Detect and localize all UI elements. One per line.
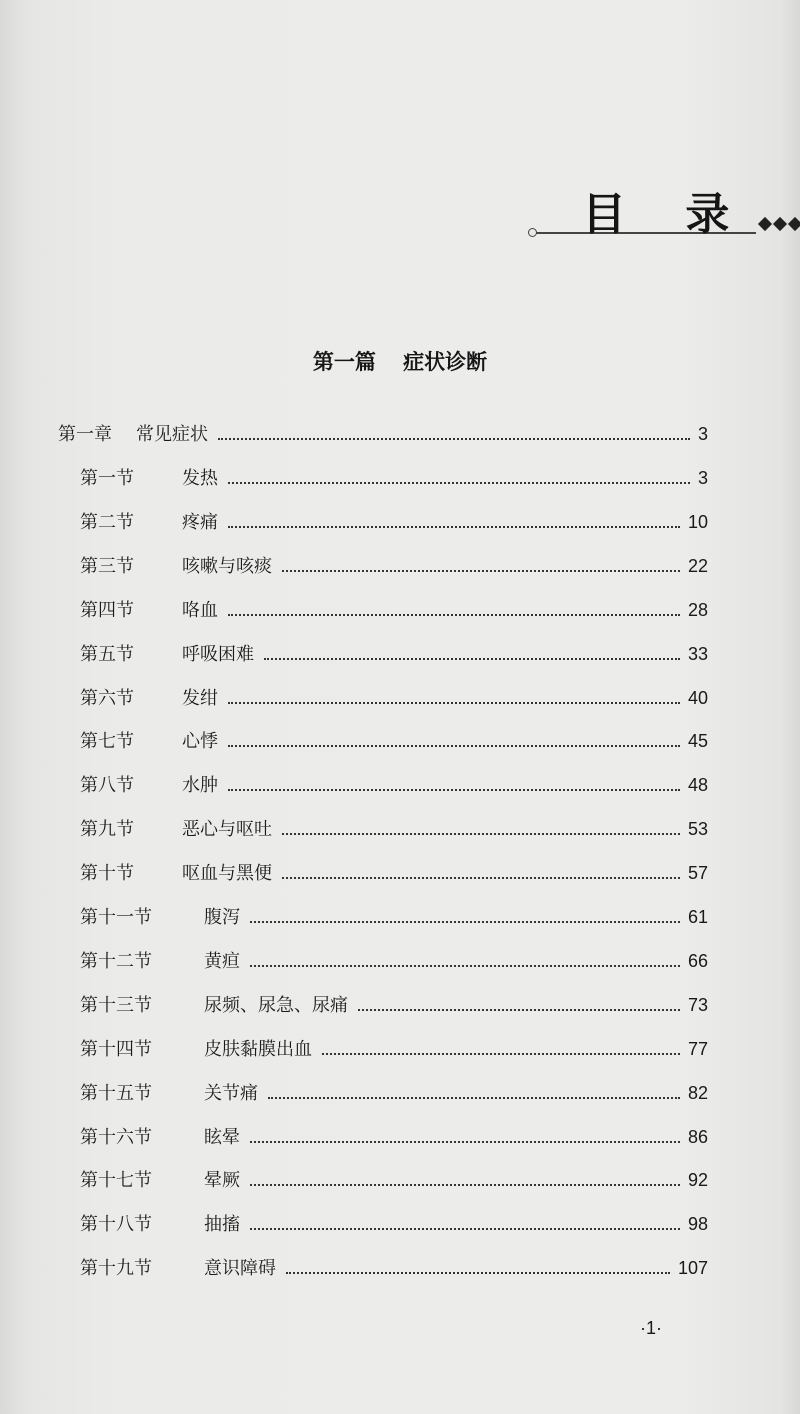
- section-name: 关节痛: [204, 1083, 258, 1104]
- section-name: 眩晕: [204, 1127, 240, 1148]
- section-number: 第七节: [80, 731, 134, 752]
- dot-leader: [228, 701, 680, 704]
- toc-section-entry[interactable]: [80, 552, 708, 582]
- dot-leader: [282, 876, 680, 879]
- toc-section-entry[interactable]: [80, 1166, 708, 1196]
- dot-leader: [218, 437, 690, 440]
- chapter-name: 常见症状: [136, 424, 208, 445]
- section-page: 45: [687, 731, 708, 751]
- section-name: 黄疸: [204, 951, 240, 972]
- section-name: 抽搐: [204, 1214, 240, 1235]
- page-number: ·1·: [640, 1318, 662, 1338]
- section-name: 咯血: [182, 600, 218, 621]
- section-name: 水肿: [182, 775, 218, 796]
- section-page: 48: [687, 775, 708, 795]
- part-number: 第一篇: [312, 350, 376, 374]
- section-number: 第十九节: [80, 1258, 152, 1279]
- section-number: 第三节: [80, 556, 134, 577]
- page-title: 目 录: [582, 189, 752, 240]
- toc-chapter-entry[interactable]: [58, 420, 708, 450]
- dot-leader: [228, 481, 690, 484]
- section-name: 咳嗽与咳痰: [182, 556, 272, 577]
- section-number: 第六节: [80, 688, 134, 709]
- section-page: 22: [687, 556, 708, 576]
- toc-section-entry[interactable]: [80, 1079, 708, 1109]
- toc-section-entry[interactable]: [80, 815, 708, 845]
- diamond-icon: [773, 217, 787, 231]
- section-name: 尿频、尿急、尿痛: [204, 995, 348, 1016]
- dot-leader: [282, 832, 680, 835]
- dot-leader: [250, 1140, 680, 1143]
- dot-leader: [268, 1096, 680, 1099]
- section-name: 心悸: [182, 731, 218, 752]
- section-page: 66: [687, 951, 708, 971]
- toc-section-entry[interactable]: [80, 684, 708, 714]
- dot-leader: [250, 920, 680, 923]
- section-name: 恶心与呕吐: [182, 819, 272, 840]
- dot-leader: [322, 1052, 680, 1055]
- section-number: 第四节: [80, 600, 134, 621]
- part-name: 症状诊断: [403, 350, 488, 374]
- section-page: 107: [677, 1258, 708, 1278]
- section-page: 77: [687, 1039, 708, 1059]
- section-page: 3: [697, 468, 708, 488]
- section-name: 皮肤黏膜出血: [204, 1039, 312, 1060]
- section-name: 腹泻: [204, 907, 240, 928]
- section-page: 40: [687, 688, 708, 708]
- section-number: 第十六节: [80, 1127, 152, 1148]
- dot-leader: [228, 613, 680, 616]
- chapter-number: 第一章: [58, 424, 112, 445]
- toc-section-entry[interactable]: [80, 771, 708, 801]
- section-page: 86: [687, 1127, 708, 1147]
- toc-section-entry[interactable]: [80, 1210, 708, 1240]
- toc-section-entry[interactable]: [80, 1254, 708, 1284]
- section-number: 第十二节: [80, 951, 152, 972]
- section-number: 第十三节: [80, 995, 152, 1016]
- dot-leader: [228, 744, 680, 747]
- dot-leader: [282, 569, 680, 572]
- toc-section-entry[interactable]: [80, 727, 708, 757]
- dot-leader: [228, 525, 680, 528]
- part-heading: [0, 346, 800, 376]
- diamond-icon: [758, 217, 772, 231]
- toc-section-entry[interactable]: [80, 1035, 708, 1065]
- section-name: 发热: [182, 468, 218, 489]
- toc-section-entry[interactable]: [80, 464, 708, 494]
- section-number: 第十四节: [80, 1039, 152, 1060]
- section-number: 第二节: [80, 512, 134, 533]
- section-page: 92: [687, 1170, 708, 1190]
- diamond-icon: [788, 217, 800, 231]
- dot-leader: [250, 1227, 680, 1230]
- section-number: 第十五节: [80, 1083, 152, 1104]
- section-number: 第十七节: [80, 1170, 152, 1191]
- dot-leader: [286, 1271, 670, 1274]
- dot-leader: [358, 1008, 680, 1011]
- section-name: 发绀: [182, 688, 218, 709]
- section-number: 第十一节: [80, 907, 152, 928]
- section-name: 疼痛: [182, 512, 218, 533]
- dot-leader: [250, 1183, 680, 1186]
- section-page: 61: [687, 907, 708, 927]
- section-name: 呼吸困难: [182, 644, 254, 665]
- toc-section-entry[interactable]: [80, 508, 708, 538]
- section-number: 第九节: [80, 819, 134, 840]
- toc-section-entry[interactable]: [80, 1123, 708, 1153]
- section-page: 73: [687, 995, 708, 1015]
- header-diamond-ornament: [758, 219, 800, 229]
- section-number: 第五节: [80, 644, 134, 665]
- section-page: 53: [687, 819, 708, 839]
- section-number: 第八节: [80, 775, 134, 796]
- chapter-page: 3: [697, 424, 708, 444]
- section-number: 第十节: [80, 863, 134, 884]
- section-page: 33: [687, 644, 708, 664]
- section-name: 意识障碍: [204, 1258, 276, 1279]
- toc-section-entry[interactable]: [80, 903, 708, 933]
- dot-leader: [264, 657, 680, 660]
- toc-section-entry[interactable]: [80, 991, 708, 1021]
- toc-section-entry[interactable]: [80, 596, 708, 626]
- section-page: 82: [687, 1083, 708, 1103]
- section-number: 第一节: [80, 468, 134, 489]
- toc-section-entry[interactable]: [80, 859, 708, 889]
- toc-section-entry[interactable]: [80, 947, 708, 977]
- section-page: 28: [687, 600, 708, 620]
- dot-leader: [250, 964, 680, 967]
- section-page: 98: [687, 1214, 708, 1234]
- dot-leader: [228, 788, 680, 791]
- section-page: 10: [687, 512, 708, 532]
- section-number: 第十八节: [80, 1214, 152, 1235]
- toc-section-entry[interactable]: [80, 640, 708, 670]
- section-name: 晕厥: [204, 1170, 240, 1191]
- section-page: 57: [687, 863, 708, 883]
- section-name: 呕血与黑便: [182, 863, 272, 884]
